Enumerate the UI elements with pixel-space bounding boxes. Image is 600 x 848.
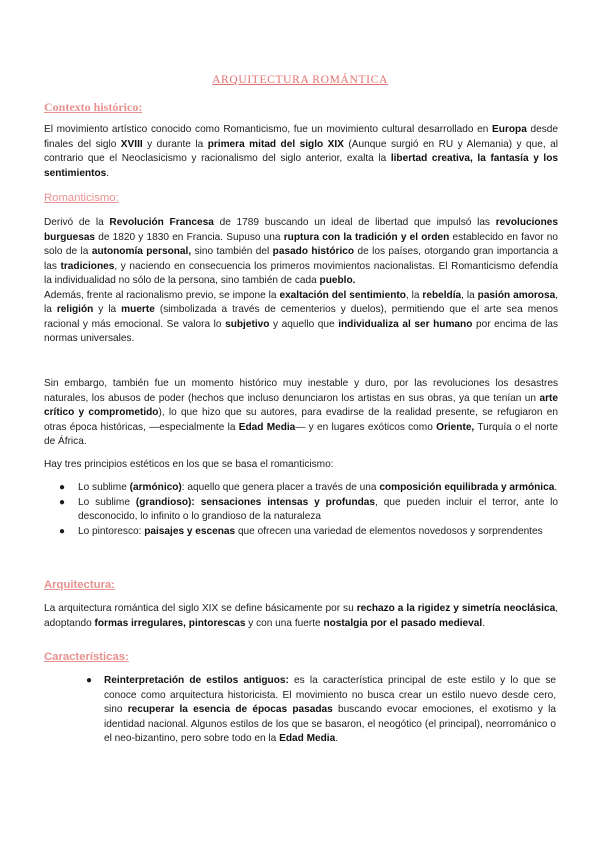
bullet-icon: ● — [86, 675, 93, 686]
paragraph-romanticismo-3: Hay tres principios estéticos en los que se basa el romanticismo: — [44, 459, 334, 470]
document-title: ARQUITECTURA ROMÁNTICA — [212, 73, 388, 86]
paragraph-romanticismo-1: Derivó de la Revolución Francesa de 1789 buscando un ideal de libertad que impulsó las revoluciones burguesas de 1820 y 1830 en Francia. Supuso una ruptura con la tradición y el orden establecido en favor no solo de la autonomía personal, sino también del pasado histórico de los países, otorgando gran importancia a las tradiciones, y naciendo en consecuencia los primeros movimientos nacionalistas. El Romanticismo defendía la individualidad no sólo de la persona, sino también de cada pueblo. Además, frente al racionalismo previo, se impone la exaltación del sentimiento, la rebeldía, la pasión amorosa, la religión y la muerte (simbolizada a través de cementerios y duelos), permitiendo que el arte sea menos racional y más emocional. Se valora lo subjetivo y aquello que individualiza al ser humano por encima de las normas universales. — [44, 217, 559, 344]
heading-arquitectura: Arquitectura: — [44, 579, 115, 591]
paragraph-romanticismo-2: Sin embargo, también fue un momento histórico muy inestable y duro, por las revoluciones los desastres naturales, los abusos de poder (hechos que incluso denunciaron los artistas en sus obras, ya que tenían un arte crítico y comprometido), lo que hizo que su autores, para evadirse de la realidad presente, se refugiaron en otras época históricas, —especialmente la Edad Media— y en lugares exóticos como Oriente, Turquía o el norte de África. — [44, 378, 559, 447]
bullet-icon: ● — [59, 525, 66, 537]
list-item: ● Reinterpretación de estilos antiguos: es la característica principal de este estilo y lo que se conoce como arquitectura historicista. El movimiento no busca crear un estilo nuevo desde cero, sino recuperar la esencia de épocas pasadas buscando evocar emociones, el exotismo y la identidad nacional. Algunos estilos de los que se basaron, el neogótico (el principal), neorrománico o el neo-bizantino, pero sobre todo en la Edad Media. — [86, 675, 557, 744]
heading-contexto: Contexto histórico: — [44, 100, 143, 114]
principles-list — [44, 481, 558, 539]
bullet-icon: ● — [59, 496, 66, 508]
paragraph-arquitectura: La arquitectura romántica del siglo XIX se define básicamente por su rechazo a la rigidez y simetría neoclásica, adoptando formas irregulares, pintorescas y con una fuerte nostalgia por el pasado medieval. — [44, 603, 558, 629]
list-item: ● Lo sublime (grandioso): sensaciones intensas y profundas, que pueden incluir el terror, ante lo desconocido, lo infinito o lo grandioso de la naturaleza — [59, 496, 558, 522]
characteristics-list — [80, 674, 556, 747]
heading-caracteristicas: Características: — [44, 651, 129, 663]
bullet-icon: ● — [59, 482, 66, 493]
paragraph-contexto: El movimiento artístico conocido como Romanticismo, fue un movimiento cultural desarrollado en Europa desde finales del siglo XVIII y durante la primera mitad del siglo XIX (Aunque surgió en RU y Alemania) y que, al contrario que el Neoclasicismo y racionalismo del siglo anterior, exalta la libertad creativa, la fantasía y los sentimientos. — [44, 124, 559, 179]
list-item: ● Lo sublime (armónico): aquello que genera placer a través de una composición equilibrada y armónica. — [44, 481, 558, 496]
list-item: ● Lo pintoresco: paisajes y escenas que ofrecen una variedad de elementos novedosos y sorprendentes — [44, 525, 558, 540]
heading-romanticismo: Romanticismo: — [44, 192, 119, 204]
